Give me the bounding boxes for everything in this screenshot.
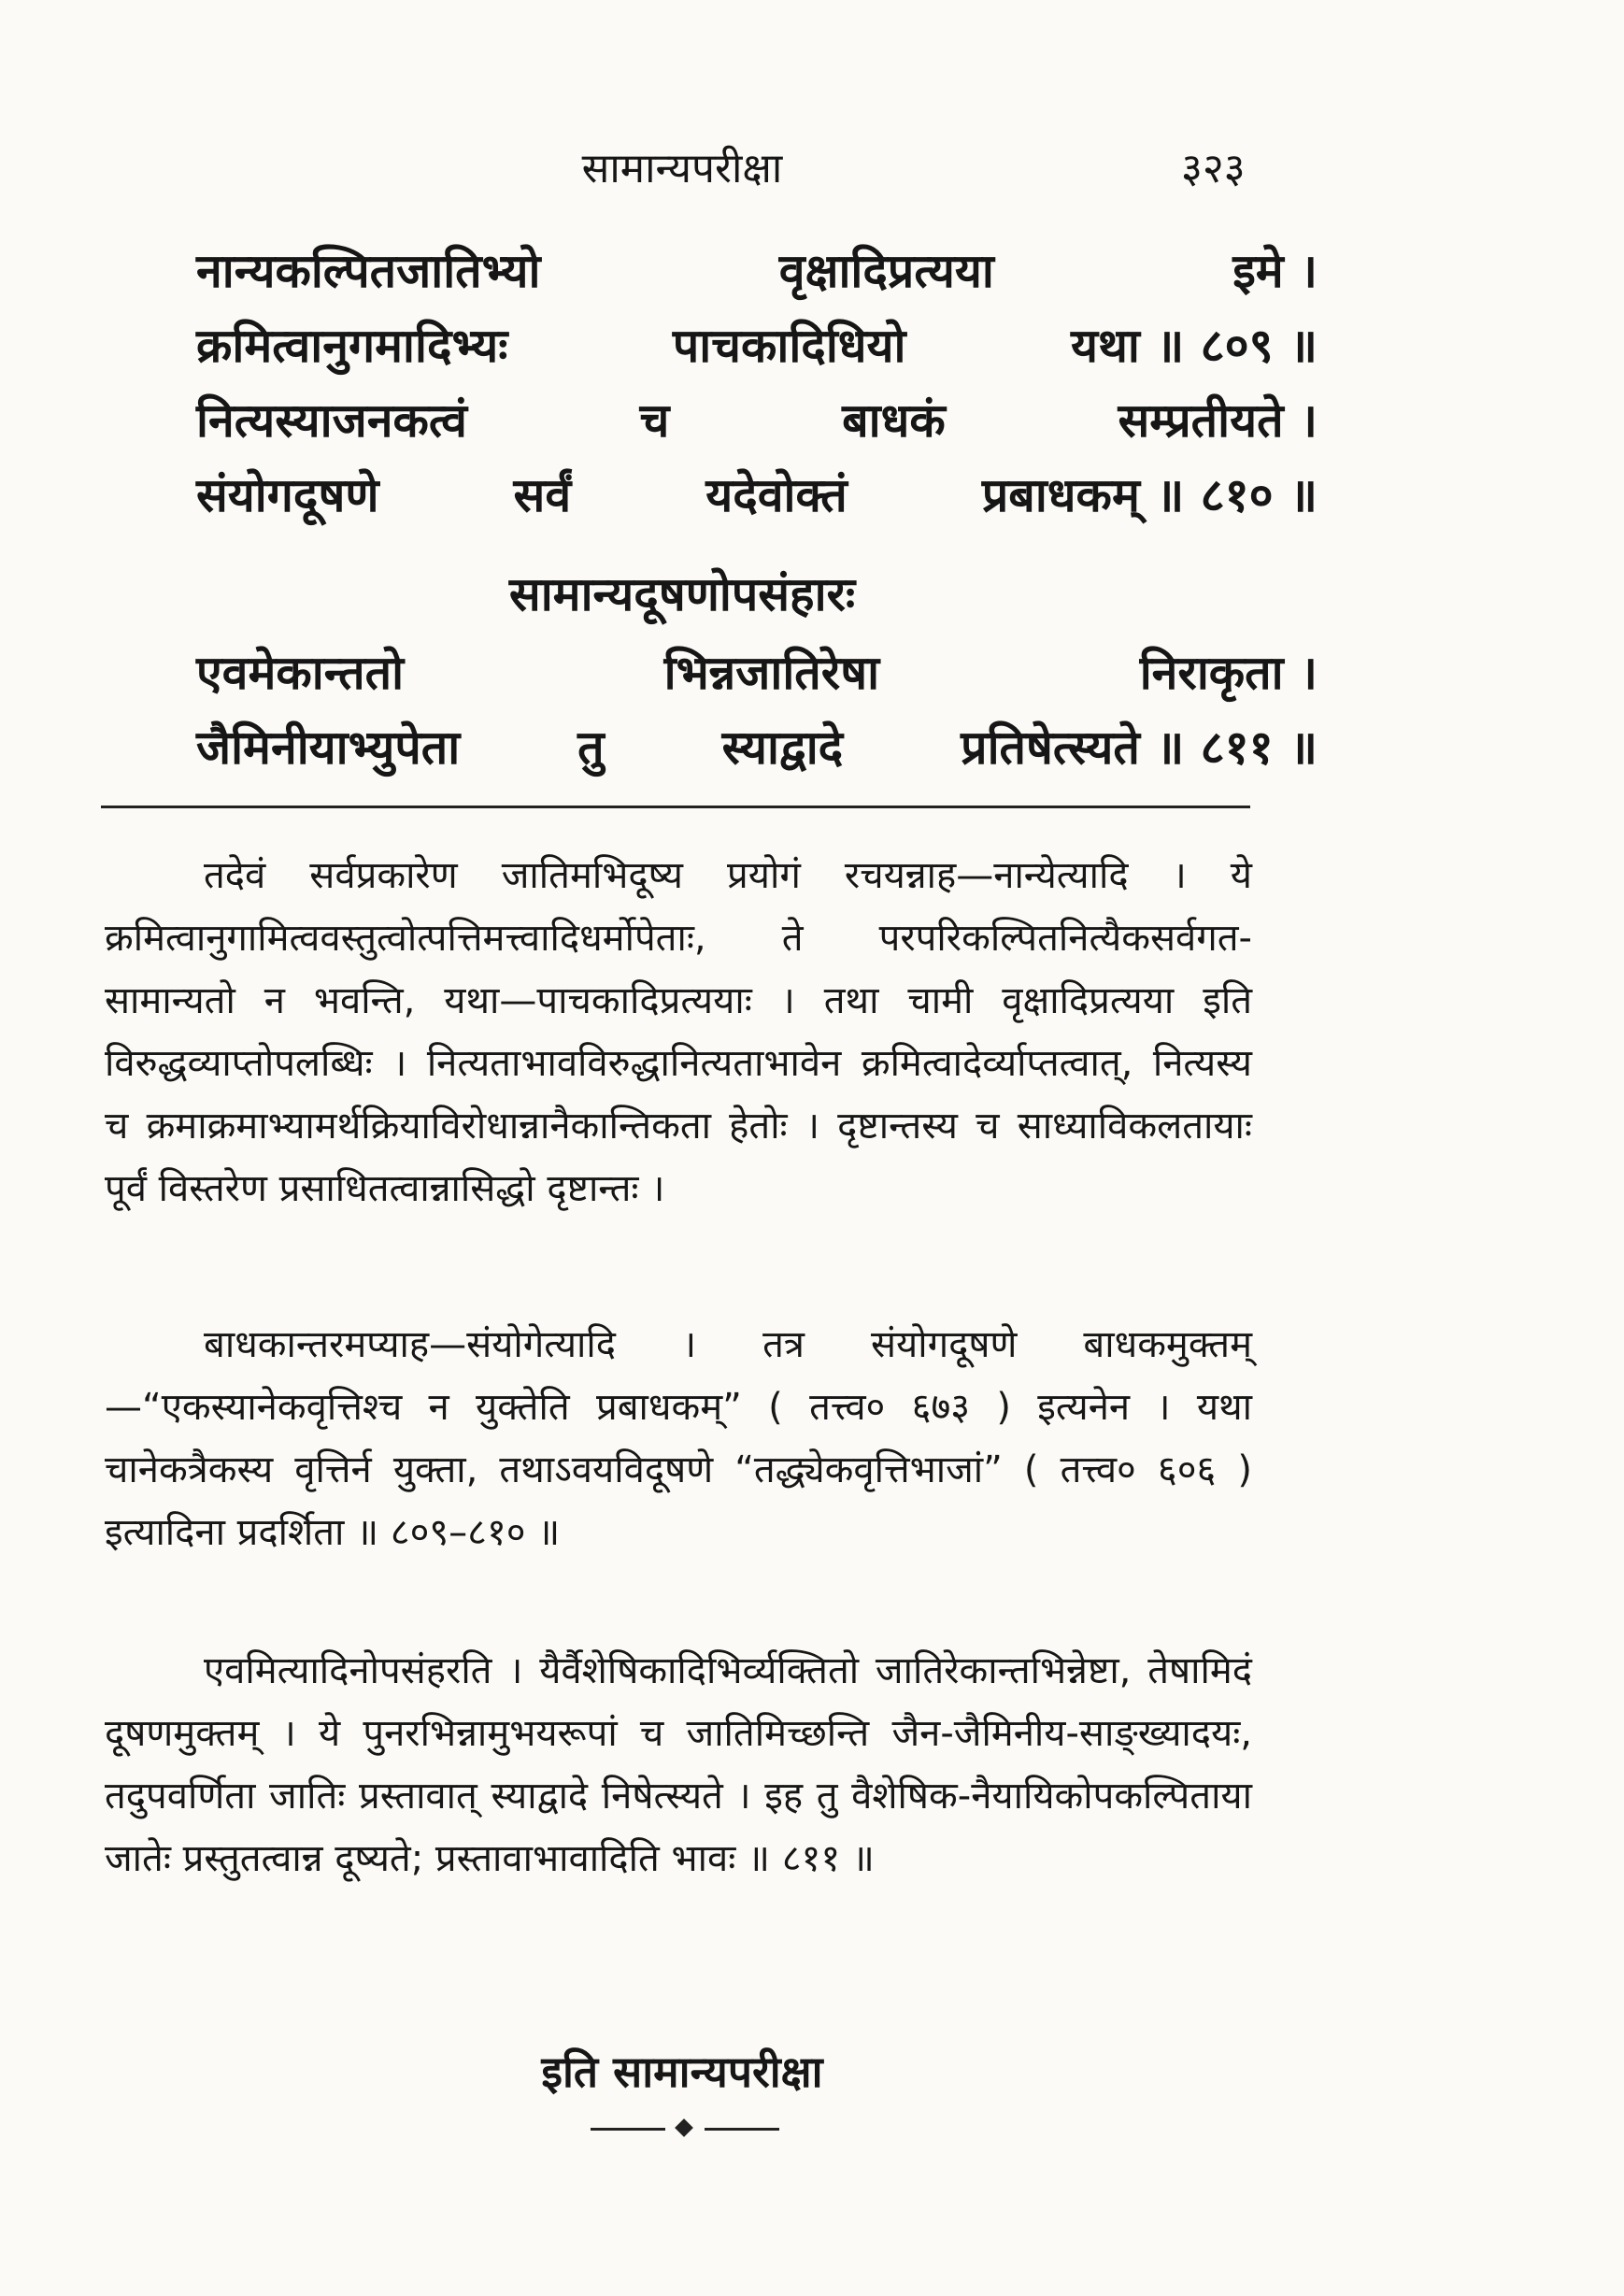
verse-line xyxy=(196,458,1318,533)
verse-word: इमे । xyxy=(1232,244,1318,298)
colophon: इति सामान्यपरीक्षा xyxy=(541,2046,823,2097)
commentary-paragraph-1 xyxy=(105,845,1252,1220)
verse-line xyxy=(196,710,1318,785)
verse-word: क्रमित्वानुगमादिभ्यः xyxy=(196,319,508,373)
paragraph-text: तदेवं सर्वप्रकारेण जातिमभिदूष्य प्रयोगं रचयन्नाह—नान्येत्यादि । ये क्रमित्वानुगामित्ववस्तुत्वोत्पत्तिमत्त्वादिधर्मोपेताः, ते परपरिकल्पितनित्यैकसर्वगत-सामान्यतो न भवन्ति, यथा—पाचकादिप्रत्ययाः । तथा चामी वृक्षादिप्रत्यया इति विरुद्धव्याप्तोपलब्धिः । नित्यताभावविरुद्धानित्यताभावेन क्रमित्वादेर्व्याप्तत्वात्, नित्यस्य च क्रमाक्रमाभ्यामर्थक्रियाविरोधान्नानैकान्तिकता हेतोः । दृष्टान्तस्य च साध्याविकलतायाः पूर्वं विस्तरेण प्रसाधितत्वान्नासिद्धो दृष्टान्तः । xyxy=(105,854,1252,1210)
page-header xyxy=(0,138,1624,194)
section-heading: सामान्यदूषणोपसंहारः xyxy=(508,567,856,621)
verse-block-809-810 xyxy=(196,234,1318,533)
verse-word: पाचकादिधियो xyxy=(672,319,906,373)
verse-line xyxy=(196,383,1318,458)
verse-word: प्रबाधकम् ॥ ८१० ॥ xyxy=(981,468,1318,522)
verse-word: भिन्नजातिरेषा xyxy=(663,646,880,700)
ornament-diamond xyxy=(675,2118,693,2137)
running-title: सामान्यपरीक्षा xyxy=(581,145,783,193)
verse-word: प्रतिषेत्स्यते ॥ ८११ ॥ xyxy=(961,720,1318,775)
paragraph-text: बाधकान्तरमप्याह—संयोगेत्यादि । तत्र संयोगदूषणे बाधकमुक्तम्—“एकस्यानेकवृत्तिश्च न युक्तेति प्रबाधकम्” ( तत्त्व० ६७३ ) इत्यनेन । यथा चानेकत्रैकस्य वृत्तिर्न युक्ता, तथाऽवयविदूषणे “तद्ध्येकवृत्तिभाजां” ( तत्त्व० ६०६ ) इत्यादिना प्रदर्शिता ॥ ८०९–८१० ॥ xyxy=(105,1323,1252,1554)
verse-word: सम्प्रतीयते । xyxy=(1118,393,1318,448)
verse-line xyxy=(196,234,1318,308)
verse-word: संयोगदूषणे xyxy=(196,468,379,522)
paragraph-text: एवमित्यादिनोपसंहरति । यैर्वैशेषिकादिभिर्व्यक्तितो जातिरेकान्तभिन्नेष्टा, तेषामिदं दूषणमुक्तम् । ये पुनरभिन्नामुभयरूपां च जातिमिच्छन्ति जैन-जैमिनीय-साङ्ख्यादयः, तदुपवर्णिता जातिः प्रस्तावात् स्याद्वादे निषेत्स्यते । इह तु वैशेषिक-नैयायिकोपकल्पिताया जातेः प्रस्तुतत्वान्न दूष्यते; प्रस्तावाभावादिति भावः ॥ ८११ ॥ xyxy=(105,1649,1252,1880)
ornament-bar-left xyxy=(591,2128,665,2131)
ornament-bar-right xyxy=(705,2128,779,2131)
verse-line xyxy=(196,635,1318,710)
commentary-paragraph-3 xyxy=(105,1640,1252,1890)
verse-word: यथा ॥ ८०९ ॥ xyxy=(1070,319,1318,373)
verse-line xyxy=(196,308,1318,383)
commentary-paragraph-2 xyxy=(105,1314,1252,1564)
verse-word: सर्वं xyxy=(513,468,572,522)
verse-word: जैमिनीयाभ्युपेता xyxy=(196,720,461,775)
page-number: ३२३ xyxy=(1181,145,1246,193)
verse-block-811 xyxy=(196,635,1318,785)
verse-word: नित्यस्याजनकत्वं xyxy=(196,393,467,448)
verse-word: निराकृता । xyxy=(1139,646,1318,700)
verse-word: तु xyxy=(577,720,605,775)
separator-rule xyxy=(101,806,1250,808)
verse-word: स्याद्वादे xyxy=(721,720,844,775)
verse-word: नान्यकल्पितजातिभ्यो xyxy=(196,244,541,298)
verse-word: एवमेकान्ततो xyxy=(196,646,405,700)
verse-word: बाधकं xyxy=(842,393,946,448)
verse-word: वृक्षादिप्रत्यया xyxy=(778,244,994,298)
verse-word: च xyxy=(639,393,670,448)
end-ornament-icon xyxy=(591,2119,779,2138)
verse-word: यदेवोक्तं xyxy=(705,468,848,522)
